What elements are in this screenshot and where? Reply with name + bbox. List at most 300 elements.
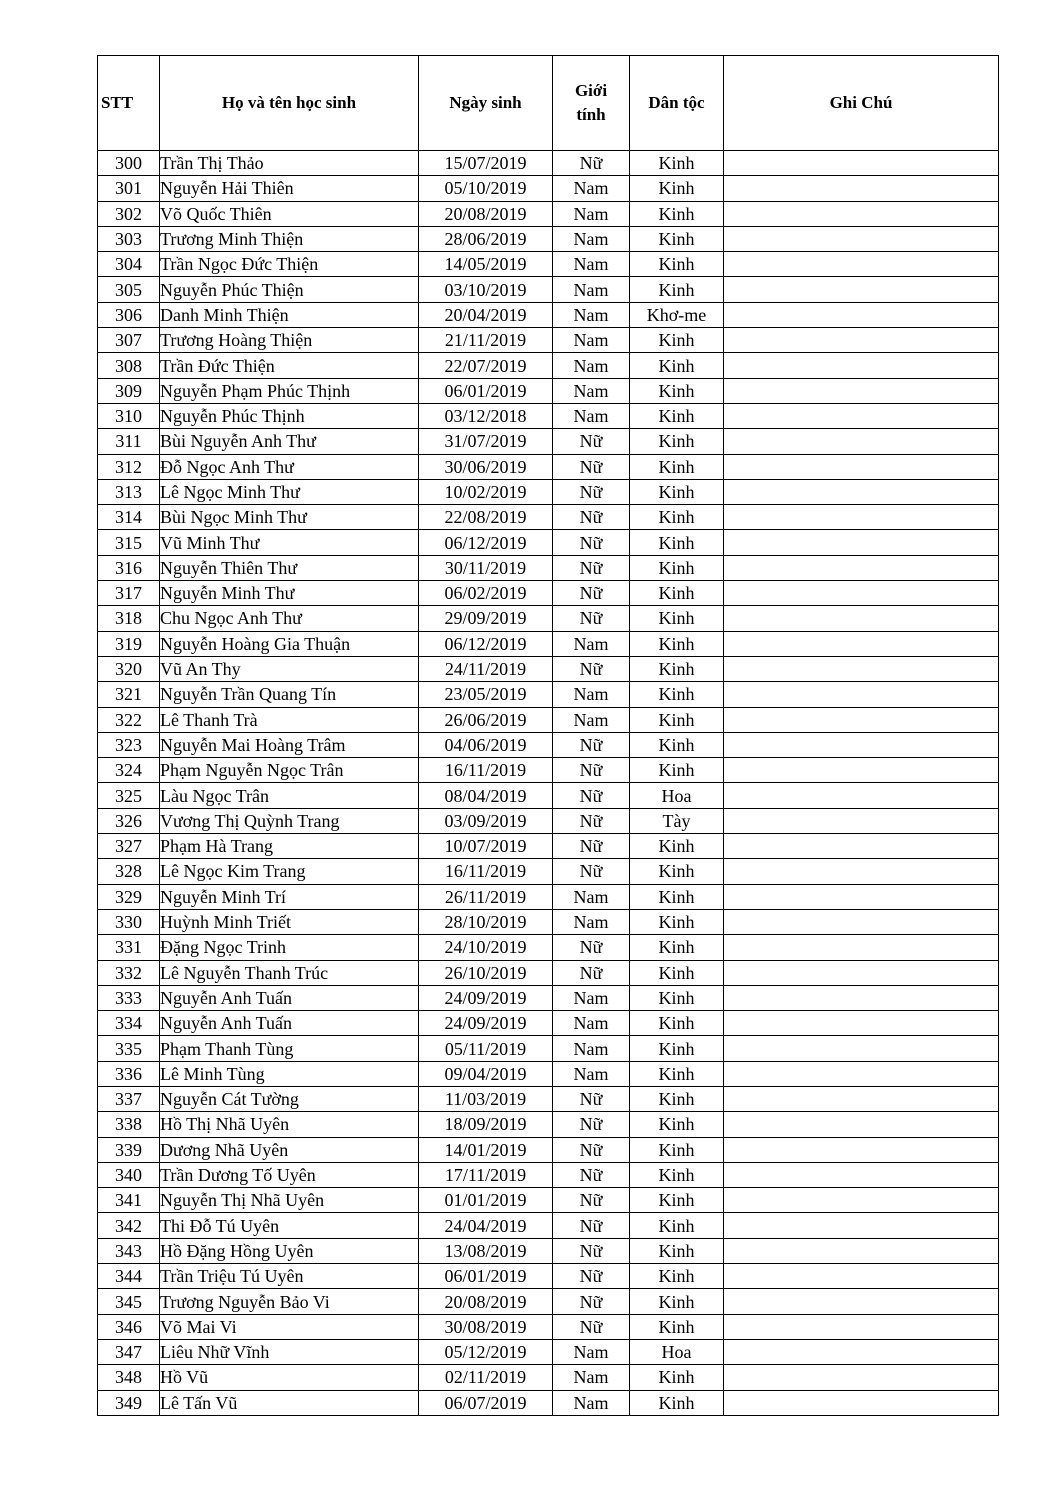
table-row — [98, 151, 999, 176]
cell-ethnicity: Kinh — [630, 378, 724, 403]
cell-gender: Nam — [553, 353, 630, 378]
cell-stt: 336 — [98, 1061, 160, 1086]
cell-stt: 300 — [98, 151, 160, 176]
cell-date-of-birth: 24/04/2019 — [419, 1213, 553, 1238]
cell-stt: 312 — [98, 454, 160, 479]
cell-student-name: Liêu Nhữ Vĩnh — [160, 1339, 419, 1364]
cell-ethnicity: Tày — [630, 808, 724, 833]
cell-stt: 319 — [98, 631, 160, 656]
cell-note — [724, 429, 999, 454]
cell-note — [724, 1036, 999, 1061]
cell-student-name: Hồ Đặng Hồng Uyên — [160, 1238, 419, 1263]
cell-stt: 303 — [98, 226, 160, 251]
table-row — [98, 1112, 999, 1137]
cell-student-name: Đặng Ngọc Trinh — [160, 935, 419, 960]
table-row — [98, 859, 999, 884]
cell-date-of-birth: 04/06/2019 — [419, 732, 553, 757]
table-header-row — [98, 56, 999, 151]
cell-date-of-birth: 20/04/2019 — [419, 302, 553, 327]
cell-date-of-birth: 10/07/2019 — [419, 834, 553, 859]
table-row — [98, 176, 999, 201]
cell-date-of-birth: 21/11/2019 — [419, 328, 553, 353]
cell-gender: Nam — [553, 328, 630, 353]
cell-note — [724, 1137, 999, 1162]
cell-ethnicity: Kinh — [630, 151, 724, 176]
cell-student-name: Nguyễn Minh Thư — [160, 581, 419, 606]
cell-date-of-birth: 11/03/2019 — [419, 1086, 553, 1111]
cell-ethnicity: Kinh — [630, 1112, 724, 1137]
cell-gender: Nữ — [553, 808, 630, 833]
cell-note — [724, 555, 999, 580]
table-row — [98, 960, 999, 985]
table-row — [98, 1390, 999, 1415]
cell-gender: Nữ — [553, 1137, 630, 1162]
cell-note — [724, 1188, 999, 1213]
cell-stt: 315 — [98, 530, 160, 555]
cell-note — [724, 1162, 999, 1187]
cell-date-of-birth: 18/09/2019 — [419, 1112, 553, 1137]
table-row — [98, 328, 999, 353]
cell-student-name: Làu Ngọc Trân — [160, 783, 419, 808]
cell-note — [724, 1112, 999, 1137]
cell-student-name: Huỳnh Minh Triết — [160, 909, 419, 934]
cell-note — [724, 909, 999, 934]
cell-date-of-birth: 17/11/2019 — [419, 1162, 553, 1187]
cell-ethnicity: Kinh — [630, 1036, 724, 1061]
cell-date-of-birth: 24/10/2019 — [419, 935, 553, 960]
cell-student-name: Danh Minh Thiện — [160, 302, 419, 327]
cell-gender: Nữ — [553, 151, 630, 176]
table-row — [98, 808, 999, 833]
table-row — [98, 985, 999, 1010]
cell-student-name: Nguyễn Phúc Thịnh — [160, 403, 419, 428]
cell-stt: 337 — [98, 1086, 160, 1111]
cell-ethnicity: Kinh — [630, 884, 724, 909]
cell-gender: Nữ — [553, 479, 630, 504]
cell-gender: Nữ — [553, 1238, 630, 1263]
cell-date-of-birth: 05/10/2019 — [419, 176, 553, 201]
cell-ethnicity: Kinh — [630, 1188, 724, 1213]
cell-date-of-birth: 26/11/2019 — [419, 884, 553, 909]
table-row — [98, 606, 999, 631]
cell-note — [724, 935, 999, 960]
table-row — [98, 707, 999, 732]
cell-note — [724, 530, 999, 555]
cell-student-name: Trần Đức Thiện — [160, 353, 419, 378]
cell-student-name: Nguyễn Anh Tuấn — [160, 985, 419, 1010]
cell-student-name: Trần Ngọc Đức Thiện — [160, 252, 419, 277]
table-row — [98, 226, 999, 251]
cell-note — [724, 1238, 999, 1263]
cell-date-of-birth: 13/08/2019 — [419, 1238, 553, 1263]
cell-stt: 301 — [98, 176, 160, 201]
cell-student-name: Bùi Nguyễn Anh Thư — [160, 429, 419, 454]
cell-gender: Nữ — [553, 758, 630, 783]
cell-ethnicity: Kinh — [630, 834, 724, 859]
cell-ethnicity: Kinh — [630, 555, 724, 580]
cell-stt: 316 — [98, 555, 160, 580]
cell-date-of-birth: 05/12/2019 — [419, 1339, 553, 1364]
cell-date-of-birth: 06/12/2019 — [419, 631, 553, 656]
cell-student-name: Hồ Vũ — [160, 1365, 419, 1390]
cell-ethnicity: Kinh — [630, 1238, 724, 1263]
cell-date-of-birth: 14/05/2019 — [419, 252, 553, 277]
cell-student-name: Vũ An Thy — [160, 656, 419, 681]
header-gender — [553, 56, 630, 151]
cell-gender: Nữ — [553, 656, 630, 681]
cell-gender: Nam — [553, 707, 630, 732]
cell-gender: Nữ — [553, 783, 630, 808]
cell-stt: 339 — [98, 1137, 160, 1162]
cell-ethnicity: Kinh — [630, 581, 724, 606]
cell-date-of-birth: 28/06/2019 — [419, 226, 553, 251]
cell-note — [724, 176, 999, 201]
cell-ethnicity: Kinh — [630, 1086, 724, 1111]
cell-student-name: Trần Dương Tố Uyên — [160, 1162, 419, 1187]
header-date-of-birth: Ngày sinh — [419, 56, 553, 151]
cell-gender: Nam — [553, 1011, 630, 1036]
table-row — [98, 353, 999, 378]
cell-note — [724, 302, 999, 327]
cell-stt: 333 — [98, 985, 160, 1010]
cell-ethnicity: Kinh — [630, 1390, 724, 1415]
cell-gender: Nam — [553, 378, 630, 403]
cell-student-name: Lê Ngọc Minh Thư — [160, 479, 419, 504]
cell-stt: 323 — [98, 732, 160, 757]
cell-date-of-birth: 10/02/2019 — [419, 479, 553, 504]
cell-note — [724, 252, 999, 277]
cell-gender: Nữ — [553, 732, 630, 757]
cell-stt: 305 — [98, 277, 160, 302]
cell-ethnicity: Kinh — [630, 909, 724, 934]
table-row — [98, 732, 999, 757]
cell-stt: 341 — [98, 1188, 160, 1213]
cell-student-name: Nguyễn Anh Tuấn — [160, 1011, 419, 1036]
cell-student-name: Vương Thị Quỳnh Trang — [160, 808, 419, 833]
table-row — [98, 555, 999, 580]
cell-gender: Nữ — [553, 1188, 630, 1213]
cell-gender: Nam — [553, 884, 630, 909]
cell-date-of-birth: 01/01/2019 — [419, 1188, 553, 1213]
cell-gender: Nam — [553, 302, 630, 327]
table-row — [98, 429, 999, 454]
table-row — [98, 1137, 999, 1162]
cell-student-name: Phạm Thanh Tùng — [160, 1036, 419, 1061]
cell-student-name: Trương Nguyễn Bảo Vi — [160, 1289, 419, 1314]
cell-note — [724, 1213, 999, 1238]
cell-student-name: Bùi Ngọc Minh Thư — [160, 505, 419, 530]
cell-stt: 311 — [98, 429, 160, 454]
cell-note — [724, 277, 999, 302]
cell-student-name: Chu Ngọc Anh Thư — [160, 606, 419, 631]
cell-stt: 320 — [98, 656, 160, 681]
cell-note — [724, 732, 999, 757]
cell-gender: Nữ — [553, 581, 630, 606]
cell-date-of-birth: 03/09/2019 — [419, 808, 553, 833]
cell-note — [724, 378, 999, 403]
cell-ethnicity: Kinh — [630, 226, 724, 251]
table-row — [98, 783, 999, 808]
cell-student-name: Trương Hoàng Thiện — [160, 328, 419, 353]
cell-note — [724, 1365, 999, 1390]
cell-note — [724, 1061, 999, 1086]
cell-ethnicity: Kinh — [630, 1162, 724, 1187]
cell-gender: Nữ — [553, 859, 630, 884]
cell-note — [724, 1264, 999, 1289]
table-row — [98, 1011, 999, 1036]
cell-stt: 340 — [98, 1162, 160, 1187]
cell-ethnicity: Kinh — [630, 1137, 724, 1162]
cell-date-of-birth: 06/02/2019 — [419, 581, 553, 606]
cell-stt: 321 — [98, 682, 160, 707]
cell-date-of-birth: 15/07/2019 — [419, 151, 553, 176]
cell-note — [724, 682, 999, 707]
cell-date-of-birth: 03/10/2019 — [419, 277, 553, 302]
table-row — [98, 682, 999, 707]
cell-ethnicity: Kinh — [630, 505, 724, 530]
student-roster-table — [97, 55, 999, 1416]
cell-ethnicity: Kinh — [630, 1365, 724, 1390]
table-row — [98, 201, 999, 226]
cell-ethnicity: Kinh — [630, 429, 724, 454]
cell-date-of-birth: 31/07/2019 — [419, 429, 553, 454]
cell-stt: 325 — [98, 783, 160, 808]
cell-stt: 331 — [98, 935, 160, 960]
cell-student-name: Nguyễn Hoàng Gia Thuận — [160, 631, 419, 656]
cell-student-name: Nguyễn Thị Nhã Uyên — [160, 1188, 419, 1213]
cell-date-of-birth: 02/11/2019 — [419, 1365, 553, 1390]
table-row — [98, 454, 999, 479]
table-row — [98, 631, 999, 656]
cell-ethnicity: Kinh — [630, 1213, 724, 1238]
table-body — [98, 151, 999, 1416]
cell-student-name: Lê Nguyễn Thanh Trúc — [160, 960, 419, 985]
cell-date-of-birth: 26/10/2019 — [419, 960, 553, 985]
cell-ethnicity: Kinh — [630, 277, 724, 302]
cell-ethnicity: Kinh — [630, 758, 724, 783]
cell-note — [724, 960, 999, 985]
cell-note — [724, 226, 999, 251]
header-gender-line1: Giới — [574, 81, 608, 100]
table-row — [98, 302, 999, 327]
cell-note — [724, 1314, 999, 1339]
cell-gender: Nam — [553, 226, 630, 251]
cell-gender: Nữ — [553, 1314, 630, 1339]
header-stt: STT — [98, 56, 160, 151]
cell-note — [724, 606, 999, 631]
table-row — [98, 530, 999, 555]
cell-ethnicity: Kinh — [630, 960, 724, 985]
cell-date-of-birth: 30/08/2019 — [419, 1314, 553, 1339]
table-row — [98, 1162, 999, 1187]
cell-ethnicity: Kinh — [630, 606, 724, 631]
table-row — [98, 1264, 999, 1289]
cell-gender: Nữ — [553, 1112, 630, 1137]
cell-gender: Nữ — [553, 454, 630, 479]
cell-date-of-birth: 06/01/2019 — [419, 1264, 553, 1289]
cell-ethnicity: Kinh — [630, 985, 724, 1010]
cell-date-of-birth: 24/09/2019 — [419, 985, 553, 1010]
cell-note — [724, 151, 999, 176]
cell-ethnicity: Kinh — [630, 1289, 724, 1314]
cell-note — [724, 884, 999, 909]
cell-note — [724, 581, 999, 606]
table-row — [98, 1339, 999, 1364]
table-row — [98, 1289, 999, 1314]
cell-ethnicity: Kinh — [630, 176, 724, 201]
cell-student-name: Lê Thanh Trà — [160, 707, 419, 732]
cell-gender: Nam — [553, 1390, 630, 1415]
cell-note — [724, 454, 999, 479]
cell-student-name: Trần Thị Thảo — [160, 151, 419, 176]
cell-stt: 334 — [98, 1011, 160, 1036]
cell-ethnicity: Kinh — [630, 201, 724, 226]
cell-student-name: Lê Ngọc Kim Trang — [160, 859, 419, 884]
cell-stt: 326 — [98, 808, 160, 833]
cell-gender: Nữ — [553, 555, 630, 580]
cell-gender: Nữ — [553, 935, 630, 960]
cell-student-name: Nguyễn Trần Quang Tín — [160, 682, 419, 707]
table-row — [98, 581, 999, 606]
cell-ethnicity: Kinh — [630, 935, 724, 960]
cell-gender: Nam — [553, 176, 630, 201]
table-row — [98, 1036, 999, 1061]
cell-note — [724, 1011, 999, 1036]
cell-stt: 324 — [98, 758, 160, 783]
table-row — [98, 1061, 999, 1086]
cell-stt: 332 — [98, 960, 160, 985]
cell-gender: Nam — [553, 1061, 630, 1086]
cell-gender: Nam — [553, 1365, 630, 1390]
cell-date-of-birth: 30/06/2019 — [419, 454, 553, 479]
cell-note — [724, 328, 999, 353]
table-row — [98, 1213, 999, 1238]
cell-stt: 309 — [98, 378, 160, 403]
cell-stt: 308 — [98, 353, 160, 378]
cell-student-name: Nguyễn Phúc Thiện — [160, 277, 419, 302]
cell-note — [724, 353, 999, 378]
cell-note — [724, 656, 999, 681]
cell-date-of-birth: 16/11/2019 — [419, 859, 553, 884]
cell-date-of-birth: 23/05/2019 — [419, 682, 553, 707]
table-row — [98, 1314, 999, 1339]
cell-ethnicity: Kinh — [630, 1061, 724, 1086]
cell-stt: 306 — [98, 302, 160, 327]
cell-note — [724, 783, 999, 808]
cell-note — [724, 808, 999, 833]
cell-stt: 344 — [98, 1264, 160, 1289]
table-row — [98, 277, 999, 302]
cell-ethnicity: Kinh — [630, 403, 724, 428]
cell-gender: Nam — [553, 252, 630, 277]
cell-note — [724, 631, 999, 656]
cell-gender: Nam — [553, 1036, 630, 1061]
cell-date-of-birth: 09/04/2019 — [419, 1061, 553, 1086]
cell-gender: Nam — [553, 277, 630, 302]
cell-ethnicity: Kinh — [630, 732, 724, 757]
cell-stt: 338 — [98, 1112, 160, 1137]
cell-date-of-birth: 20/08/2019 — [419, 201, 553, 226]
cell-gender: Nam — [553, 682, 630, 707]
cell-gender: Nữ — [553, 1162, 630, 1187]
cell-stt: 318 — [98, 606, 160, 631]
cell-student-name: Lê Minh Tùng — [160, 1061, 419, 1086]
table-row — [98, 758, 999, 783]
cell-gender: Nam — [553, 1339, 630, 1364]
table-row — [98, 656, 999, 681]
cell-date-of-birth: 29/09/2019 — [419, 606, 553, 631]
cell-student-name: Nguyễn Thiên Thư — [160, 555, 419, 580]
cell-stt: 348 — [98, 1365, 160, 1390]
cell-ethnicity: Kinh — [630, 353, 724, 378]
table-row — [98, 935, 999, 960]
cell-gender: Nữ — [553, 834, 630, 859]
cell-note — [724, 1390, 999, 1415]
cell-stt: 346 — [98, 1314, 160, 1339]
cell-student-name: Nguyễn Hải Thiên — [160, 176, 419, 201]
cell-stt: 345 — [98, 1289, 160, 1314]
cell-student-name: Phạm Hà Trang — [160, 834, 419, 859]
header-student-name: Họ và tên học sinh — [160, 56, 419, 151]
cell-gender: Nữ — [553, 1264, 630, 1289]
cell-stt: 328 — [98, 859, 160, 884]
cell-date-of-birth: 06/12/2019 — [419, 530, 553, 555]
cell-student-name: Hồ Thị Nhã Uyên — [160, 1112, 419, 1137]
cell-gender: Nữ — [553, 1289, 630, 1314]
cell-gender: Nữ — [553, 1213, 630, 1238]
cell-note — [724, 758, 999, 783]
cell-date-of-birth: 28/10/2019 — [419, 909, 553, 934]
cell-stt: 330 — [98, 909, 160, 934]
cell-ethnicity: Kinh — [630, 682, 724, 707]
table-row — [98, 403, 999, 428]
cell-stt: 349 — [98, 1390, 160, 1415]
table-row — [98, 909, 999, 934]
cell-date-of-birth: 24/09/2019 — [419, 1011, 553, 1036]
cell-date-of-birth: 30/11/2019 — [419, 555, 553, 580]
table-row — [98, 378, 999, 403]
cell-student-name: Nguyễn Phạm Phúc Thịnh — [160, 378, 419, 403]
cell-ethnicity: Kinh — [630, 631, 724, 656]
cell-student-name: Đỗ Ngọc Anh Thư — [160, 454, 419, 479]
cell-note — [724, 505, 999, 530]
table-row — [98, 1365, 999, 1390]
table-row — [98, 1086, 999, 1111]
cell-gender: Nam — [553, 631, 630, 656]
cell-student-name: Trần Triệu Tú Uyên — [160, 1264, 419, 1289]
cell-ethnicity: Kinh — [630, 252, 724, 277]
cell-note — [724, 1289, 999, 1314]
cell-note — [724, 479, 999, 504]
cell-stt: 304 — [98, 252, 160, 277]
cell-date-of-birth: 16/11/2019 — [419, 758, 553, 783]
cell-note — [724, 1339, 999, 1364]
cell-date-of-birth: 06/01/2019 — [419, 378, 553, 403]
cell-date-of-birth: 26/06/2019 — [419, 707, 553, 732]
cell-ethnicity: Kinh — [630, 454, 724, 479]
table-row — [98, 834, 999, 859]
cell-stt: 327 — [98, 834, 160, 859]
cell-ethnicity: Kinh — [630, 1264, 724, 1289]
cell-stt: 313 — [98, 479, 160, 504]
cell-note — [724, 834, 999, 859]
cell-ethnicity: Kinh — [630, 1011, 724, 1036]
cell-gender: Nam — [553, 909, 630, 934]
cell-student-name: Võ Quốc Thiên — [160, 201, 419, 226]
cell-student-name: Thi Đỗ Tú Uyên — [160, 1213, 419, 1238]
cell-note — [724, 1086, 999, 1111]
cell-student-name: Lê Tấn Vũ — [160, 1390, 419, 1415]
